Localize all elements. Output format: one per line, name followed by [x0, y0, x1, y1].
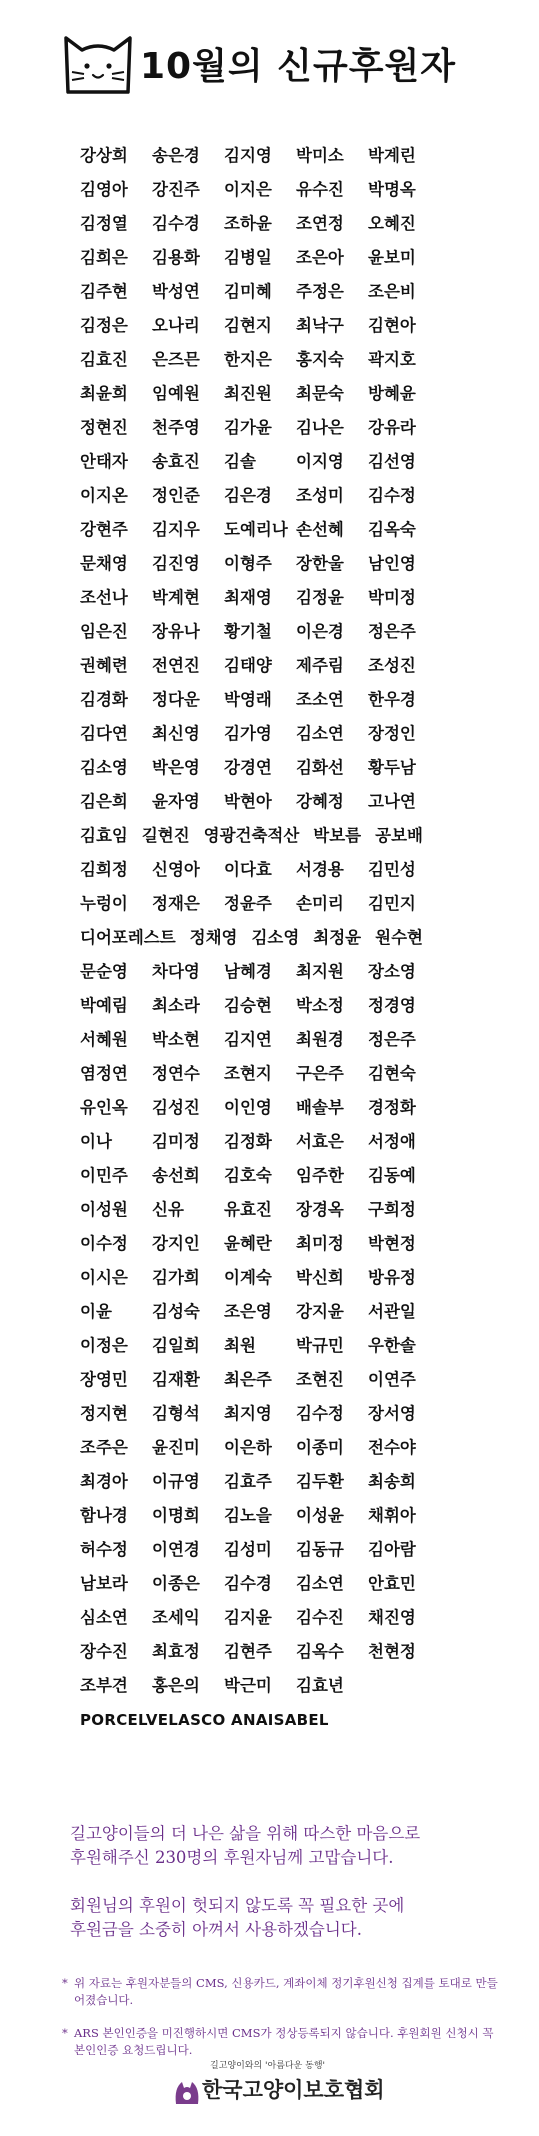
donor-name: 장서영	[368, 1404, 416, 1423]
donor-row	[80, 1131, 500, 1165]
donor-name: 강지윤	[296, 1302, 344, 1321]
donor-name: 김호숙	[224, 1166, 272, 1185]
donor-name: 조소연	[296, 690, 344, 709]
donor-name: 남인영	[368, 554, 416, 573]
donor-name: 한지은	[224, 350, 272, 369]
donor-row	[80, 859, 500, 893]
donor-name: 김수경	[224, 1574, 272, 1593]
donor-row	[80, 1029, 500, 1063]
donor-name: 장수진	[80, 1642, 128, 1661]
donor-name: 김승현	[224, 996, 272, 1015]
donor-name: 김수정	[368, 486, 416, 505]
donor-name: 정연수	[152, 1064, 200, 1083]
donor-name: 최정윤	[313, 928, 362, 947]
donor-name: 최신영	[152, 724, 200, 743]
donor-name: 최원경	[296, 1030, 344, 1049]
footnote	[62, 1975, 502, 2009]
donor-name: 조성미	[296, 486, 344, 505]
donor-name: 서정애	[368, 1132, 416, 1151]
donor-name: 최지원	[296, 962, 344, 981]
donor-name: 김동예	[368, 1166, 416, 1185]
donor-name: 디어포레스트	[80, 928, 176, 947]
donor-name: 김아람	[368, 1540, 416, 1559]
donor-name: 조현지	[224, 1064, 272, 1083]
donor-name: 조주은	[80, 1438, 128, 1457]
donor-name: 안효민	[368, 1574, 416, 1593]
donor-row	[80, 1097, 500, 1131]
donor-name: 조선나	[80, 588, 128, 607]
donor-name: 주정은	[296, 282, 344, 301]
donor-name: 박미정	[368, 588, 416, 607]
donor-name: 송효진	[152, 452, 200, 471]
message-line: 회원님의 후원이 헛되지 않도록 꼭 필요한 곳에	[70, 1896, 405, 1915]
donor-row	[80, 757, 500, 791]
donor-name: 조하윤	[224, 214, 272, 233]
donor-name: 고나연	[368, 792, 416, 811]
donor-name: 강상희	[80, 146, 128, 165]
donor-row	[80, 553, 500, 587]
donor-name: 최소라	[152, 996, 200, 1015]
donor-name: 최지영	[224, 1404, 272, 1423]
donor-name: 김소영	[80, 758, 128, 777]
donor-name: 조부견	[80, 1676, 128, 1695]
donor-name: 최문숙	[296, 384, 344, 403]
donor-name: 강현주	[80, 520, 128, 539]
donor-name: 정경영	[368, 996, 416, 1015]
donor-name: 황기철	[224, 622, 272, 641]
donor-name: 김진영	[152, 554, 200, 573]
donor-name: 이은하	[224, 1438, 272, 1457]
donor-name: 이규영	[152, 1472, 200, 1491]
donor-name: 이나	[80, 1132, 112, 1151]
donor-name: 박영래	[224, 690, 272, 709]
donor-name: 영광건축적산	[203, 826, 300, 845]
donor-name: 정재은	[152, 894, 200, 913]
donor-row	[80, 1539, 500, 1573]
donor-name: 김가영	[224, 724, 272, 743]
donor-name: 김현주	[224, 1642, 272, 1661]
donor-name: 강지인	[152, 1234, 200, 1253]
donor-name: 서혜원	[80, 1030, 128, 1049]
donor-name: 송선희	[152, 1166, 200, 1185]
donor-name: 김옥수	[296, 1642, 344, 1661]
donor-name: 권혜련	[80, 656, 128, 675]
donor-row	[80, 349, 500, 383]
donor-name: 도예리나	[224, 520, 288, 539]
donor-name: 김선영	[368, 452, 416, 471]
donor-name: 박소정	[296, 996, 344, 1015]
donor-name: 문채영	[80, 554, 128, 573]
donor-name: 김경화	[80, 690, 128, 709]
donor-name: 김소연	[296, 724, 344, 743]
donor-name: 최효정	[152, 1642, 200, 1661]
donor-name: 김수경	[152, 214, 200, 233]
donor-row	[80, 519, 500, 553]
donor-name: 김형석	[152, 1404, 200, 1423]
donor-name: 김현숙	[368, 1064, 416, 1083]
donor-name: 김현아	[368, 316, 416, 335]
donor-name: 이윤	[80, 1302, 112, 1321]
donor-name: 구은주	[296, 1064, 344, 1083]
donor-row	[80, 961, 500, 995]
donor-name: 이연경	[152, 1540, 200, 1559]
donor-name: 김두환	[296, 1472, 344, 1491]
donor-name: 김노을	[224, 1506, 272, 1525]
donor-name: 유효진	[224, 1200, 272, 1219]
donor-name: 김가희	[152, 1268, 200, 1287]
donor-name: 김화선	[296, 758, 344, 777]
donor-row	[80, 315, 500, 349]
donor-name: 박성연	[152, 282, 200, 301]
donor-name: 김재환	[152, 1370, 200, 1389]
donor-name: 최재영	[224, 588, 272, 607]
donor-name: 신유	[152, 1200, 184, 1219]
donor-name: 김나은	[296, 418, 344, 437]
donor-row	[80, 145, 500, 179]
donor-name: 정채영	[189, 928, 238, 947]
donor-name: 손선혜	[296, 520, 344, 539]
donor-name: 박명옥	[368, 180, 416, 199]
donor-name: 장경옥	[296, 1200, 344, 1219]
donor-name: 이형주	[224, 554, 272, 573]
donor-name: 김희정	[80, 860, 128, 879]
donor-list	[80, 145, 500, 1743]
donor-name: 강유라	[368, 418, 416, 437]
donor-row	[80, 927, 500, 961]
donor-row	[80, 1267, 500, 1301]
donor-name: 박계현	[152, 588, 200, 607]
donor-name: 이지온	[80, 486, 128, 505]
donor-name: 전연진	[152, 656, 200, 675]
donor-row	[80, 655, 500, 689]
donor-name: 최송희	[368, 1472, 416, 1491]
footnote	[62, 2025, 502, 2059]
donor-name: 차다영	[152, 962, 200, 981]
donor-name: 천주영	[152, 418, 200, 437]
donor-row	[80, 281, 500, 315]
donor-name: PORCELVELASCO ANAISABEL	[80, 1711, 329, 1729]
donor-row	[80, 1505, 500, 1539]
donor-name: 남보라	[80, 1574, 128, 1593]
donor-name: 방혜윤	[368, 384, 416, 403]
donor-name: 윤자영	[152, 792, 200, 811]
donor-name: 문순영	[80, 962, 128, 981]
donor-name: 구희정	[368, 1200, 416, 1219]
donor-row	[80, 1641, 500, 1675]
donor-name: 김수정	[296, 1404, 344, 1423]
donor-name: 강진주	[152, 180, 200, 199]
donor-name: 김민성	[368, 860, 416, 879]
donor-name: 홍지숙	[296, 350, 344, 369]
footnote-text: 위 자료는 후원자분들의 CMS, 신용카드, 계좌이체 정기후원신청 집계를 토대로 만들어졌습니다.	[74, 1976, 498, 2007]
donor-name: 이시은	[80, 1268, 128, 1287]
donor-name: 장영민	[80, 1370, 128, 1389]
donor-name: 김미정	[152, 1132, 200, 1151]
donor-name: 정은주	[368, 1030, 416, 1049]
donor-row	[80, 1437, 500, 1471]
donor-row	[80, 1199, 500, 1233]
donor-name: 누렁이	[80, 894, 128, 913]
donor-row	[80, 451, 500, 485]
donor-row	[80, 417, 500, 451]
donor-name: 김다연	[80, 724, 128, 743]
donor-name: 박예림	[80, 996, 128, 1015]
donor-name: 김소연	[296, 1574, 344, 1593]
donor-row	[80, 791, 500, 825]
donor-name: 조은영	[224, 1302, 272, 1321]
donor-name: 박소현	[152, 1030, 200, 1049]
donor-row	[80, 1063, 500, 1097]
page-title: 10월의 신규후원자	[140, 46, 457, 87]
donor-row	[80, 893, 500, 927]
donor-name: 이종은	[152, 1574, 200, 1593]
donor-name: 길현진	[141, 826, 190, 845]
donor-name: 박신희	[296, 1268, 344, 1287]
donor-name: 김솔	[224, 452, 256, 471]
donor-name: 장정인	[368, 724, 416, 743]
donor-name: 윤진미	[152, 1438, 200, 1457]
donor-name: 이성윤	[296, 1506, 344, 1525]
donor-name: 방유정	[368, 1268, 416, 1287]
donor-name: 유수진	[296, 180, 344, 199]
donor-name: 김용화	[152, 248, 200, 267]
donor-name: 심소연	[80, 1608, 128, 1627]
donor-name: 이민주	[80, 1166, 128, 1185]
donor-name: 박현아	[224, 792, 272, 811]
donor-row	[80, 383, 500, 417]
donor-name: 염정연	[80, 1064, 128, 1083]
donor-row	[80, 825, 500, 859]
donor-row	[80, 1335, 500, 1369]
donor-name: 김효임	[80, 826, 128, 845]
header	[60, 28, 500, 108]
org-name: 한국고양이보호협회	[202, 2078, 385, 2102]
footnote-text: ARS 본인인증을 미진행하시면 CMS가 정상등록되지 않습니다. 후원회원 신청시 꼭 본인인증 요청드립니다.	[74, 2026, 494, 2057]
donor-name: 김병일	[224, 248, 272, 267]
org-logo-icon	[170, 2074, 204, 2108]
donor-row	[80, 689, 500, 723]
donor-name: 박계린	[368, 146, 416, 165]
donor-name: 임주한	[296, 1166, 344, 1185]
donor-name: 김현지	[224, 316, 272, 335]
donor-name: 이지영	[296, 452, 344, 471]
donor-name: 장유나	[152, 622, 200, 641]
donor-name: 박규민	[296, 1336, 344, 1355]
donor-name: 남혜경	[224, 962, 272, 981]
donor-name: 박미소	[296, 146, 344, 165]
donor-name: 채진영	[368, 1608, 416, 1627]
donor-name: 우한솔	[368, 1336, 416, 1355]
donor-name: 김수진	[296, 1608, 344, 1627]
donor-name: 최윤희	[80, 384, 128, 403]
donor-name: 제주림	[296, 656, 344, 675]
donor-name: 김효진	[80, 350, 128, 369]
donor-name: 김태양	[224, 656, 272, 675]
donor-name: 이다효	[224, 860, 272, 879]
donor-row	[80, 247, 500, 281]
message-line: 후원금을 소중히 아껴서 사용하겠습니다.	[70, 1920, 362, 1939]
donor-name: 김정윤	[296, 588, 344, 607]
donor-name: 안태자	[80, 452, 128, 471]
donor-row	[80, 179, 500, 213]
donor-name: 한우경	[368, 690, 416, 709]
donor-name: 허수정	[80, 1540, 128, 1559]
donor-name: 강혜정	[296, 792, 344, 811]
donor-name: 최원	[224, 1336, 256, 1355]
footer-tagline: 길고양이와의 '아름다운 동행'	[210, 2061, 325, 2071]
donor-name: 전수야	[368, 1438, 416, 1457]
asterisk-icon: *	[62, 2026, 68, 2040]
donor-name: 김희은	[80, 248, 128, 267]
donor-row	[80, 485, 500, 519]
donor-name: 서효은	[296, 1132, 344, 1151]
donor-name: 정다운	[152, 690, 200, 709]
donor-row	[80, 587, 500, 621]
donor-row	[80, 1607, 500, 1641]
donor-row	[80, 1675, 500, 1709]
donor-name: 김정열	[80, 214, 128, 233]
donor-name: 김은희	[80, 792, 128, 811]
donor-name: 이수정	[80, 1234, 128, 1253]
donor-name: 김지영	[224, 146, 272, 165]
donor-name: 함나경	[80, 1506, 128, 1525]
donor-row	[80, 723, 500, 757]
donor-row	[80, 1369, 500, 1403]
donor-name: 곽지호	[368, 350, 416, 369]
donor-name: 조연정	[296, 214, 344, 233]
donor-name: 김정화	[224, 1132, 272, 1151]
donor-name: 윤보미	[368, 248, 416, 267]
donor-name: 이인영	[224, 1098, 272, 1117]
donor-row	[80, 995, 500, 1029]
donor-name: 김영아	[80, 180, 128, 199]
donor-name: 최경아	[80, 1472, 128, 1491]
donor-name: 이종미	[296, 1438, 344, 1457]
donor-name: 최은주	[224, 1370, 272, 1389]
donor-row	[80, 1403, 500, 1437]
donor-row	[80, 1165, 500, 1199]
donor-name: 정윤주	[224, 894, 272, 913]
donor-name: 김지연	[224, 1030, 272, 1049]
donor-name: 최낙구	[296, 316, 344, 335]
donor-name: 유인옥	[80, 1098, 128, 1117]
donor-name: 정인준	[152, 486, 200, 505]
donor-name: 이성원	[80, 1200, 128, 1219]
donor-name: 김은경	[224, 486, 272, 505]
donor-name: 김가윤	[224, 418, 272, 437]
cat-logo-icon	[60, 28, 138, 98]
donor-name: 황두남	[368, 758, 416, 777]
donor-name: 김일희	[152, 1336, 200, 1355]
donor-name: 박보름	[313, 826, 362, 845]
donor-row	[80, 213, 500, 247]
donor-name: 오혜진	[368, 214, 416, 233]
donor-name: 김효년	[296, 1676, 344, 1695]
donor-name: 조세익	[152, 1608, 200, 1627]
donor-name: 이명희	[152, 1506, 200, 1525]
donor-name: 최미정	[296, 1234, 344, 1253]
donor-name: 은즈믄	[152, 350, 200, 369]
donor-name: 신영아	[152, 860, 200, 879]
donor-name: 김정은	[80, 316, 128, 335]
thank-you-message	[70, 1822, 500, 1942]
donor-name: 박현정	[368, 1234, 416, 1253]
donor-name: 서관일	[368, 1302, 416, 1321]
donor-name: 조은비	[368, 282, 416, 301]
donor-name: 김효주	[224, 1472, 272, 1491]
donor-name: 공보배	[375, 826, 423, 845]
donor-name: 김성진	[152, 1098, 200, 1117]
donor-name: 김민지	[368, 894, 416, 913]
donor-name: 박은영	[152, 758, 200, 777]
donor-name: 조은아	[296, 248, 344, 267]
donor-name: 김미혜	[224, 282, 272, 301]
donor-row	[80, 1301, 500, 1335]
donor-name: 손미리	[296, 894, 344, 913]
message-line: 길고양이들의 더 나은 삶을 위해 따스한 마음으로	[70, 1824, 421, 1843]
donor-name: 송은경	[152, 146, 200, 165]
donor-name: 김지우	[152, 520, 200, 539]
donor-row	[80, 1471, 500, 1505]
donor-name: 김주현	[80, 282, 128, 301]
asterisk-icon: *	[62, 1976, 68, 1990]
donor-name: 장한울	[296, 554, 344, 573]
donor-name: 강경연	[224, 758, 272, 777]
donor-name: 장소영	[368, 962, 416, 981]
donor-name: 임은진	[80, 622, 128, 641]
donor-name: 최진원	[224, 384, 272, 403]
donor-name: 오나리	[152, 316, 200, 335]
donor-name: 천현정	[368, 1642, 416, 1661]
donor-name: 채휘아	[368, 1506, 416, 1525]
donor-name: 김성숙	[152, 1302, 200, 1321]
donor-name: 김성미	[224, 1540, 272, 1559]
donor-name: 이은경	[296, 622, 344, 641]
donor-name: 배솔부	[296, 1098, 344, 1117]
donor-row	[80, 1709, 500, 1743]
donor-name: 정은주	[368, 622, 416, 641]
donor-name: 김옥숙	[368, 520, 416, 539]
donor-name: 경정화	[368, 1098, 416, 1117]
donor-name: 원수현	[375, 928, 423, 947]
donor-name: 김동규	[296, 1540, 344, 1559]
message-line: 후원해주신 230명의 후원자님께 고맙습니다.	[70, 1848, 394, 1867]
donor-name: 이정은	[80, 1336, 128, 1355]
footer	[170, 2058, 410, 2118]
donor-name: 정지현	[80, 1404, 128, 1423]
donor-name: 이지은	[224, 180, 272, 199]
donor-name: 김소영	[251, 928, 300, 947]
donor-name: 서경용	[296, 860, 344, 879]
donor-name: 박근미	[224, 1676, 272, 1695]
donor-name: 조현진	[296, 1370, 344, 1389]
donor-name: 김지윤	[224, 1608, 272, 1627]
donor-name: 윤혜란	[224, 1234, 272, 1253]
donor-name: 조성진	[368, 656, 416, 675]
donor-name: 정현진	[80, 418, 128, 437]
donor-row	[80, 1573, 500, 1607]
donor-row	[80, 621, 500, 655]
donor-name: 임예원	[152, 384, 200, 403]
donor-name: 홍은의	[152, 1676, 200, 1695]
donor-name: 이계숙	[224, 1268, 272, 1287]
donor-row	[80, 1233, 500, 1267]
donor-name: 이연주	[368, 1370, 416, 1389]
